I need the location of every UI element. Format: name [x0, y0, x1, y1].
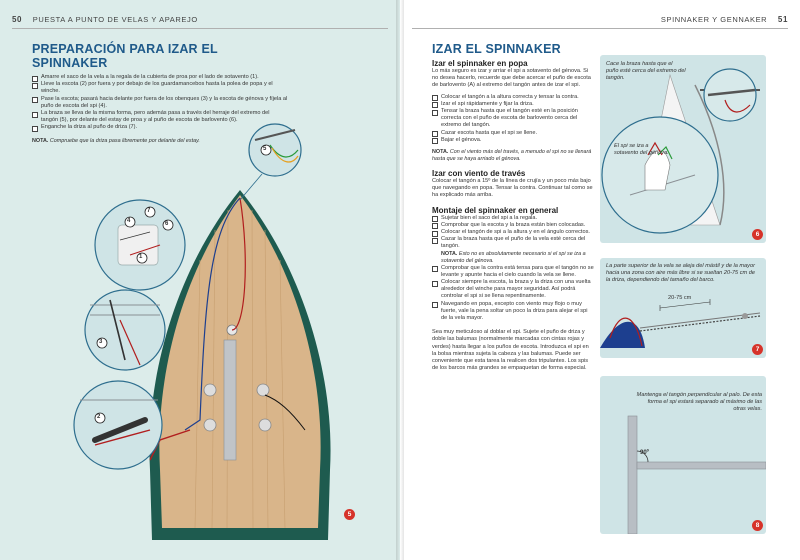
winch-icon	[204, 384, 216, 396]
figure-8-panel	[600, 376, 766, 534]
figure-7-caption: La parte superior de la vela se aleja del mástil y de la mayor hacia una zona con aire más libre si se sueltan 20-75 cm de la driza, dependiendo del tamaño del barco.	[606, 263, 755, 283]
list-item: Enganche la driza al puño de driza (7).	[32, 124, 288, 131]
note-popa-text: Con el viento más del través, a menudo el spi no se llenará hasta que se haya arriado el génova.	[432, 149, 592, 163]
subtitle-montaje: Montaje del spinnaker en general	[432, 205, 559, 215]
callout-7: 7	[147, 208, 151, 214]
note-popa-label: NOTA.	[432, 149, 449, 156]
subtitle-traves: Izar con viento de través	[432, 169, 526, 179]
list-item: Pase la escota; pasará hacia delante por fuera de los obenques (3) y la escota de génova y fíjela al puño de escota del spi (4).	[32, 96, 288, 110]
callout-1: 1	[139, 254, 143, 260]
right-page-number: 51	[777, 15, 788, 24]
list-item: Navegando en popa, excepto con viento muy flojo o muy fuerte, vale la pena soltar un poco la driza para alejar el spi de la vela mayor.	[432, 301, 594, 323]
callout-4: 4	[127, 218, 131, 224]
list-item: Colocar el tangón de spi a la altura y en el ángulo correctos.	[432, 229, 594, 236]
figure-badge-5: 5	[344, 509, 355, 520]
right-section-title: IZAR EL SPINNAKER	[432, 42, 561, 56]
steps-popa	[432, 94, 594, 144]
figure-6-panel	[600, 55, 766, 243]
list-item: Comprobar que la escota y la braza están bien colocadas.	[432, 222, 594, 229]
figure-badge-6: 6	[752, 229, 763, 240]
list-item: La braza se lleva de la misma forma, pero además pasa a través del herraje del extremo del tangón (5), por delante del estay de proa y al puño de escota de barlovento (6).	[32, 110, 288, 124]
note-montaje-text: Esto no es absolutamente necesario si el spi se iza a sotavento del génova.	[441, 250, 586, 264]
figure-6-caption-mid: El spi se iza a sotavento del génova.	[614, 143, 669, 156]
figure-8-caption: Mantenga el tangón perpendicular al palo. De esta forma el spi estará separado al máximo de las otras velas.	[636, 392, 762, 412]
figure-7-measure: 20-75 cm	[668, 295, 692, 301]
list-item: Comprobar que la contra está tensa para que el tangón no se levante y apunte hacia el cielo cuando la vela se llene.	[432, 265, 594, 279]
left-page-number: 50	[12, 15, 23, 24]
paragraph-traves: Colocar el tangón a 15º de la línea de crujía y un poco más bajo que navegando en popa. Tensar la contra. Continuar tal como se ha explicado más arriba.	[432, 178, 593, 199]
note-popa	[432, 149, 594, 163]
figure-badge-7: 7	[752, 344, 763, 355]
steps-montaje	[432, 215, 594, 251]
note-montaje	[432, 251, 594, 265]
left-note-text: Compruebe que la driza pasa libremente por delante del estay.	[49, 137, 200, 144]
list-item: Cazar la braza hasta que el puño de la vela esté cerca del tangón.	[432, 236, 594, 250]
list-item: Colocar el tangón a la altura correcta y tensar la contra.	[432, 94, 594, 101]
figure-7-panel	[600, 258, 766, 358]
callout-2: 2	[97, 414, 101, 420]
left-note-label: NOTA.	[32, 137, 49, 144]
winch-icon	[257, 384, 269, 396]
callout-6: 6	[165, 221, 169, 227]
left-section-title: PREPARACIÓN PARA IZAR EL SPINNAKER	[32, 42, 218, 70]
winch-icon	[259, 419, 271, 431]
intro-paragraph: Lo más seguro es izar y arriar el spi a sotavento del génova. Si no desea hacerlo, recuerde que debe acercar el puño de escota de barlovento (A) al extremo del tangón antes de izar el spi.	[432, 68, 591, 89]
right-running-head: SPINNAKER Y GENNAKER	[660, 15, 768, 24]
list-item: Izar el spi rápidamente y fijar la driza.	[432, 101, 594, 108]
detail-circle-winch	[74, 381, 162, 469]
subtitle-popa: Izar el spinnaker en popa	[432, 59, 528, 68]
right-text-block	[432, 42, 594, 373]
note-montaje-label: NOTA.	[441, 250, 458, 257]
figure-8-angle: 90º	[640, 450, 649, 456]
paragraph-folding: Sea muy meticuloso al doblar el spi. Sujete el puño de driza y doble las balumas (normalmente marcadas con cintas rojas y verdes) hasta llegar a los puños de escota. Introduzca el spi en la bolsa mientras sujeta la cabeza y las balumas. Puede ser conveniente que esta tarea la realicen dos tripulantes. Los spis de los barcos más grandes se empaquetan de forma especial.	[432, 329, 589, 372]
list-item: Bajar el génova.	[432, 137, 594, 144]
book-gutter	[396, 0, 404, 560]
right-folio	[661, 15, 788, 24]
list-item: Tensar la braza hasta que el tangón esté en la posición correcta con el puño de escota de barlovento cerca del extremo del tangón.	[432, 108, 594, 130]
figure-badge-8: 8	[752, 520, 763, 531]
detail-circle-pole-end	[249, 124, 301, 176]
list-item: Amarre el saco de la vela a la regala de la cubierta de proa por el lado de sotavento (1).	[32, 74, 288, 81]
figure-6-caption-top: Cace la braza hasta que el puño esté cerca del extremo del tangón.	[606, 61, 686, 81]
right-header-rule	[412, 28, 788, 29]
callout-3: 3	[99, 339, 103, 345]
list-item: Cazar escota hasta que el spi se llene.	[432, 130, 594, 137]
winch-icon	[204, 419, 216, 431]
steps-montaje-cont	[432, 265, 594, 323]
list-item: Colocar siempre la escota, la braza y la driza con una vuelta alrededor del winche para mayor seguridad. Así podrá controlar el spi si se llena repentinamente.	[432, 279, 594, 301]
left-running-head: PUESTA A PUNTO DE VELAS Y APAREJO	[32, 15, 198, 24]
callout-5: 5	[263, 146, 267, 152]
mast-base	[224, 340, 236, 460]
list-item: Sujetar bien el saco del spi a la regala.	[432, 215, 594, 222]
right-page	[400, 0, 800, 560]
list-item: Lleve la escota (2) por fuera y por debajo de los guardamancebos hasta la polea de popa y el winche.	[32, 81, 288, 95]
